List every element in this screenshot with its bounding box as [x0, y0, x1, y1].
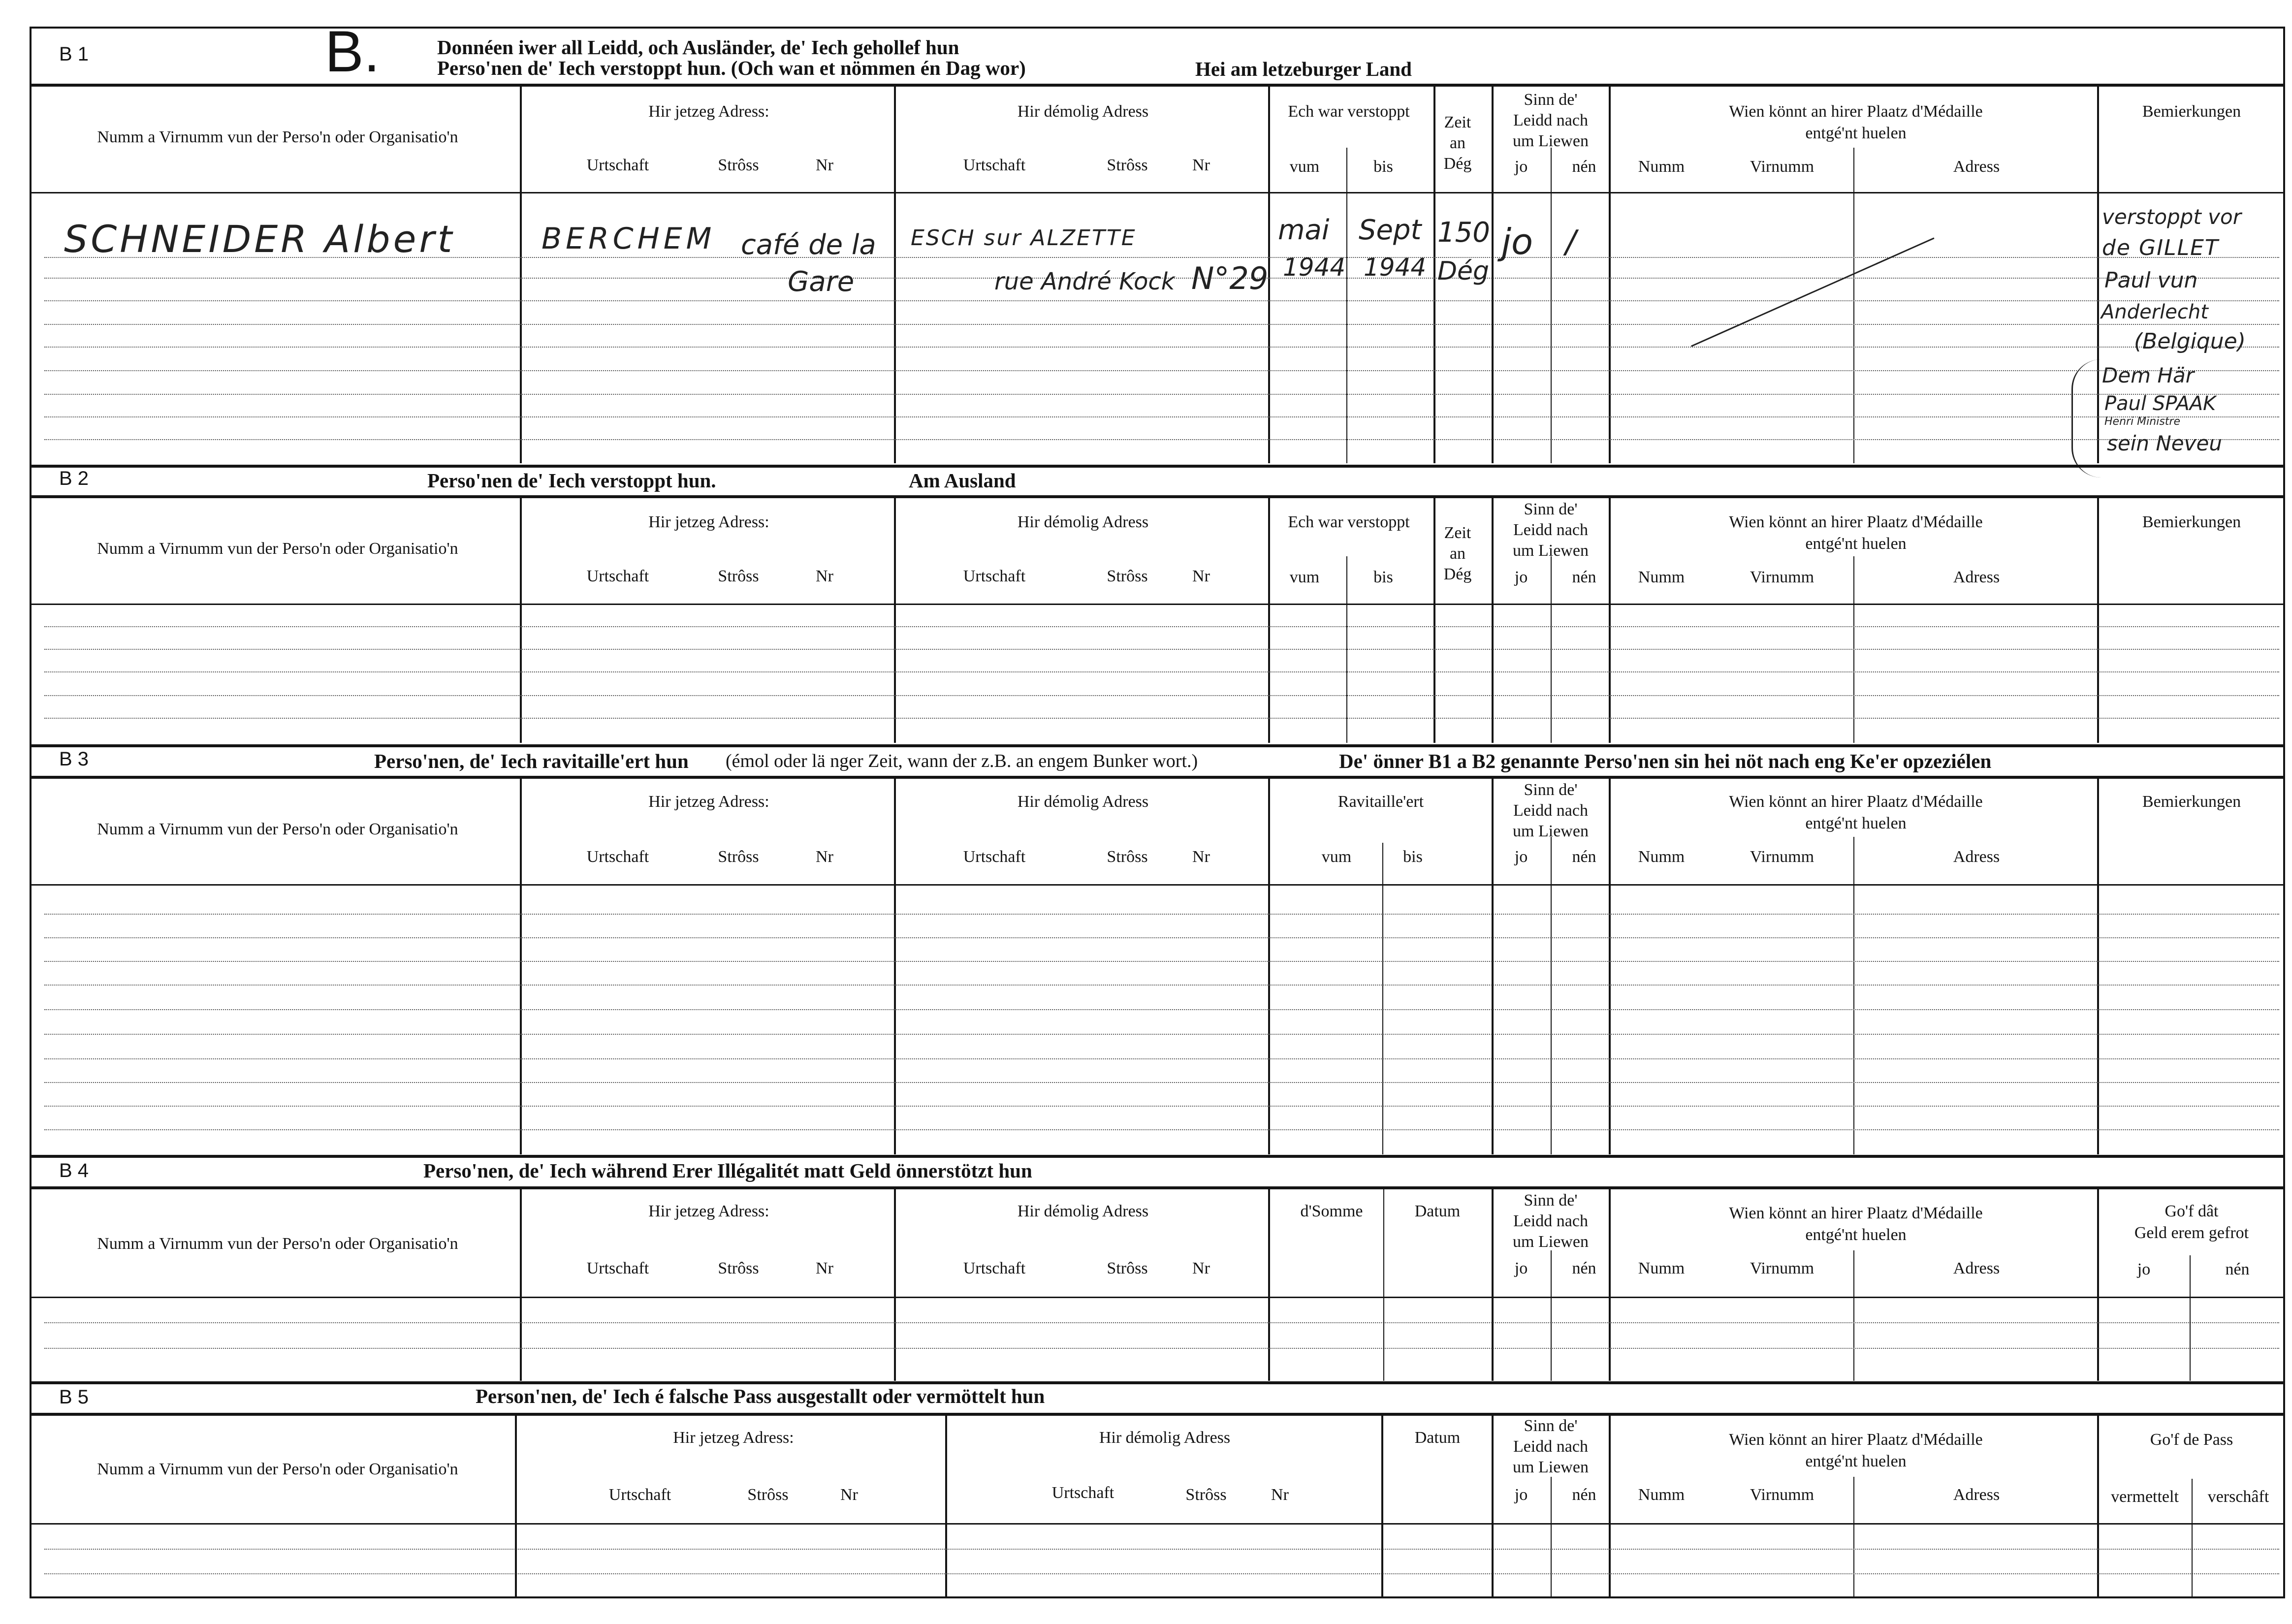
col-remarks-header: Bemierkungen: [2142, 793, 2241, 811]
col-locality-header: Urtschaft: [608, 1486, 671, 1504]
col-yes-header: jo: [1514, 1259, 1528, 1277]
section-title-b4: Perso'nen, de' Iech während Erer Illégalitét matt Geld önnerstötzt hun: [423, 1159, 1032, 1182]
rule: [1551, 1250, 1552, 1381]
col-from-header: vum: [1289, 568, 1320, 586]
col-locality-header: Urtschaft: [586, 156, 649, 174]
col-medal-header-1: Wien könnt an hirer Plaatz d'Médaille: [1729, 1204, 1983, 1222]
col-surname-header: Numm: [1638, 568, 1685, 586]
col-mediated-header: vermettelt: [2111, 1488, 2179, 1506]
col-no-header: nén: [1572, 848, 1596, 866]
col-former-address-header: Hir démolig Adress: [1017, 513, 1149, 531]
rule: [30, 744, 2285, 747]
col-current-address-header: Hir jetzeg Adress:: [648, 513, 769, 531]
rule: [30, 604, 2285, 605]
col-former-number-header: Nr: [1192, 156, 1210, 174]
col-medal-header-2: entgé'nt huelen: [1805, 1452, 1907, 1470]
rule: [2097, 497, 2099, 743]
rule: [1492, 777, 1494, 1154]
rule: [44, 1573, 2279, 1574]
col-medal-header-2: entgé'nt huelen: [1805, 814, 1907, 832]
rule: [520, 777, 522, 1154]
rule: [2097, 1188, 2099, 1381]
rule: [30, 1413, 2285, 1416]
col-remarks-header: Bemierkungen: [2142, 513, 2241, 531]
col-firstname-header: Virnumm: [1750, 848, 1814, 866]
entry-former-locality: ESCH sur ALZETTE: [911, 225, 1137, 251]
col-money-returned-header-1: Go'f dât: [2165, 1202, 2219, 1220]
col-died-header-3: um Liewen: [1513, 132, 1589, 150]
col-died-header-3: um Liewen: [1513, 822, 1589, 840]
col-name-header: Numm a Virnumm vun der Perso'n oder Organisatio'n: [97, 820, 458, 838]
col-time-header-3: Dég: [1443, 565, 1472, 583]
col-died-header-2: Leidd nach: [1513, 1212, 1588, 1230]
col-died-header-2: Leidd nach: [1513, 801, 1588, 820]
col-until-header: bis: [1373, 568, 1393, 586]
col-money-no-header: nén: [2225, 1260, 2250, 1278]
entry-days: 150: [1437, 217, 1490, 249]
col-firstname-header: Virnumm: [1750, 1259, 1814, 1277]
col-died-header-2: Leidd nach: [1513, 111, 1588, 129]
entry-current-locality: BERCHEM: [541, 222, 716, 256]
col-locality-header: Urtschaft: [586, 1259, 649, 1277]
col-former-locality-header: Urtschaft: [963, 1259, 1026, 1277]
col-street-header: Strôss: [718, 848, 759, 866]
entry-remark-5: (Belgique): [2134, 329, 2246, 354]
rule: [2097, 777, 2099, 1154]
rule: [1551, 148, 1552, 463]
rule: [44, 718, 2279, 719]
col-died-header-3: um Liewen: [1513, 1458, 1589, 1476]
col-from-header: vum: [1321, 848, 1352, 866]
col-number-header: Nr: [816, 567, 833, 585]
section-letter-b: B.: [325, 19, 380, 84]
rule: [1492, 497, 1494, 743]
col-surname-header: Numm: [1638, 848, 1685, 866]
rule: [30, 1186, 2285, 1189]
rule: [945, 1414, 947, 1596]
entry-days-unit: Dég: [1437, 256, 1490, 286]
col-died-header-2: Leidd nach: [1513, 521, 1588, 539]
col-surname-header: Numm: [1638, 1259, 1685, 1277]
entry-alive-no: /: [1565, 224, 1576, 260]
section-title-b1-line2: Perso'nen de' Iech verstoppt hun. (Och wan et nömmen én Dag wor): [437, 57, 1026, 79]
col-time-header-3: Dég: [1443, 155, 1472, 173]
rule: [1492, 1188, 1494, 1381]
rule: [1492, 85, 1494, 463]
rule: [44, 1034, 2279, 1035]
col-date-header: Datum: [1414, 1429, 1461, 1447]
rule: [30, 776, 2285, 779]
col-from-header: vum: [1289, 158, 1320, 176]
col-former-number-header: Nr: [1271, 1486, 1289, 1504]
section-title-b3-note-b: De' önner B1 a B2 genannte Perso'nen sin hei nöt nach eng Ke'er opzeziélen: [1339, 750, 1992, 772]
col-name-header: Numm a Virnumm vun der Perso'n oder Organisatio'n: [97, 1235, 458, 1253]
entry-remark-6: Dem Här: [2102, 363, 2195, 387]
rule: [520, 85, 522, 463]
col-former-address-header: Hir démolig Adress: [1017, 793, 1149, 811]
col-former-street-header: Strôss: [1107, 1259, 1148, 1277]
col-former-address-header: Hir démolig Adress: [1017, 102, 1149, 121]
rule: [1383, 1188, 1384, 1381]
section-label-b5: B 5: [59, 1386, 89, 1408]
rule: [894, 497, 896, 743]
rule: [30, 192, 2285, 193]
col-medal-header-2: entgé'nt huelen: [1805, 1226, 1907, 1244]
col-date-header: Datum: [1414, 1202, 1461, 1220]
entry-remark-3: Paul vun: [2104, 268, 2198, 293]
col-firstname-header: Virnumm: [1750, 158, 1814, 176]
rule: [1268, 85, 1270, 463]
col-died-header-1: Sinn de': [1524, 500, 1578, 518]
rule: [30, 495, 2285, 498]
rule: [44, 671, 2279, 672]
entry-remark-1: verstoppt vor: [2102, 205, 2241, 229]
rule: [44, 1348, 2279, 1349]
section-title-b5: Person'nen, de' Iech é falsche Pass ausgestallt oder vermöttelt hun: [476, 1385, 1045, 1407]
col-address-header: Adress: [1953, 568, 2000, 586]
col-street-header: Strôss: [718, 567, 759, 585]
rule: [1268, 777, 1270, 1154]
entry-from-month: mai: [1278, 214, 1330, 246]
rule: [1433, 497, 1435, 743]
section-title-b2-where: Am Ausland: [909, 469, 1016, 492]
col-hidden-header: Ech war verstoppt: [1288, 102, 1410, 121]
rule: [30, 1381, 2285, 1384]
rule: [1609, 777, 1611, 1154]
rule: [30, 1155, 2285, 1158]
rule: [520, 1188, 522, 1381]
entry-until-year: 1944: [1364, 253, 1427, 282]
rule: [1551, 837, 1552, 1154]
col-no-header: nén: [1572, 1259, 1596, 1277]
rule: [44, 1082, 2279, 1083]
col-former-address-header: Hir démolig Adress: [1099, 1429, 1231, 1447]
rule: [44, 1106, 2279, 1107]
rule: [1381, 1414, 1383, 1596]
rule: [1609, 1414, 1611, 1596]
col-died-header-2: Leidd nach: [1513, 1437, 1588, 1456]
col-address-header: Adress: [1953, 158, 2000, 176]
col-yes-header: jo: [1514, 568, 1528, 586]
col-former-locality-header: Urtschaft: [1051, 1484, 1114, 1502]
col-locality-header: Urtschaft: [586, 848, 649, 866]
col-medal-header-2: entgé'nt huelen: [1805, 535, 1907, 553]
rule: [1268, 1188, 1270, 1381]
col-current-address-header: Hir jetzeg Adress:: [648, 793, 769, 811]
rule: [30, 1523, 2285, 1525]
col-died-header-3: um Liewen: [1513, 1233, 1589, 1251]
col-no-header: nén: [1572, 568, 1596, 586]
entry-remark-7: Paul SPAAK: [2104, 392, 2216, 415]
rule: [1492, 1414, 1494, 1596]
col-current-address-header: Hir jetzeg Adress:: [648, 1202, 769, 1220]
rule: [1609, 1188, 1611, 1381]
rule: [1609, 497, 1611, 743]
rule: [44, 1009, 2279, 1010]
col-died-header-3: um Liewen: [1513, 541, 1589, 560]
rule: [1382, 843, 1383, 1154]
col-former-street-header: Strôss: [1107, 156, 1148, 174]
entry-alive-yes: jo: [1501, 221, 1533, 262]
col-former-locality-header: Urtschaft: [963, 567, 1026, 585]
col-issued-header: verschâft: [2207, 1488, 2269, 1506]
col-number-header: Nr: [816, 848, 833, 866]
section-title-b2: Perso'nen de' Iech verstoppt hun.: [427, 469, 716, 492]
rule: [1551, 1477, 1552, 1596]
col-former-address-header: Hir démolig Adress: [1017, 1202, 1149, 1220]
entry-remark-8: Henri Ministre: [2104, 415, 2180, 428]
form-frame: [30, 27, 2285, 1598]
col-surname-header: Numm: [1638, 158, 1685, 176]
col-remarks-header: Bemierkungen: [2142, 102, 2241, 121]
rule: [30, 465, 2285, 468]
rule: [1853, 148, 1854, 463]
rule: [1853, 1477, 1854, 1596]
rule: [1433, 85, 1435, 463]
rule: [1853, 1250, 1854, 1381]
col-until-header: bis: [1403, 848, 1423, 866]
entry-current-street-1: café de la: [741, 229, 876, 261]
rule: [44, 394, 2279, 395]
col-pass-given-header: Go'f de Pass: [2150, 1431, 2233, 1449]
rule: [44, 439, 2279, 440]
rule: [44, 370, 2279, 371]
col-number-header: Nr: [816, 156, 833, 174]
rule: [30, 884, 2285, 886]
col-died-header-1: Sinn de': [1524, 781, 1578, 799]
section-title-b1-line1: Donnéen iwer all Leidd, och Ausländer, de' Iech gehollef hun: [437, 36, 959, 59]
col-medal-header-1: Wien könnt an hirer Plaatz d'Médaille: [1729, 102, 1983, 121]
col-number-header: Nr: [816, 1259, 833, 1277]
col-hidden-header: Ech war verstoppt: [1288, 513, 1410, 531]
entry-current-street-2: Gare: [788, 266, 855, 298]
entry-remark-2: de GILLET: [2102, 235, 2219, 260]
col-former-number-header: Nr: [1192, 848, 1210, 866]
entry-from-year: 1944: [1283, 253, 1346, 282]
col-current-address-header: Hir jetzeg Adress:: [648, 102, 769, 121]
rule: [44, 985, 2279, 986]
col-current-address-header: Hir jetzeg Adress:: [673, 1429, 794, 1447]
rule: [2097, 1414, 2099, 1596]
col-time-header-1: Zeit: [1444, 524, 1471, 542]
col-died-header-1: Sinn de': [1524, 1191, 1578, 1210]
rule: [44, 695, 2279, 696]
col-number-header: Nr: [840, 1486, 858, 1504]
rule: [44, 416, 2279, 417]
col-former-street-header: Strôss: [1185, 1486, 1227, 1504]
entry-former-number: N°29: [1191, 260, 1269, 296]
col-street-header: Strôss: [747, 1486, 789, 1504]
section-title-b3-note: (émol oder lä nger Zeit, wann der z.B. an engem Bunker wort.): [726, 751, 1198, 771]
col-time-header-1: Zeit: [1444, 113, 1471, 131]
col-street-header: Strôss: [718, 156, 759, 174]
section-label-b1: B 1: [59, 43, 89, 65]
col-yes-header: jo: [1514, 1486, 1528, 1504]
col-former-street-header: Strôss: [1107, 567, 1148, 585]
rule: [30, 1297, 2285, 1298]
rule: [44, 1549, 2279, 1550]
rule: [44, 300, 2279, 301]
section-label-b2: B 2: [59, 468, 89, 489]
section-label-b4: B 4: [59, 1160, 89, 1181]
section-title-b3: Perso'nen, de' Iech ravitaille'ert hun: [374, 750, 689, 772]
col-street-header: Strôss: [718, 1259, 759, 1277]
rule: [2190, 1255, 2191, 1381]
col-no-header: nén: [1572, 158, 1596, 176]
rule: [894, 777, 896, 1154]
col-firstname-header: Virnumm: [1750, 568, 1814, 586]
rule: [44, 937, 2279, 938]
col-locality-header: Urtschaft: [586, 567, 649, 585]
rule: [44, 324, 2279, 325]
entry-until-month: Sept: [1359, 214, 1422, 246]
col-address-header: Adress: [1953, 848, 2000, 866]
entry-name: SCHNEIDER Albert: [64, 217, 455, 261]
rule: [1853, 837, 1854, 1154]
col-former-number-header: Nr: [1192, 1259, 1210, 1277]
col-until-header: bis: [1373, 158, 1393, 176]
col-medal-header-2: entgé'nt huelen: [1805, 124, 1907, 142]
col-firstname-header: Virnumm: [1750, 1486, 1814, 1504]
col-former-street-header: Strôss: [1107, 848, 1148, 866]
col-time-header-2: an: [1449, 544, 1466, 563]
col-former-locality-header: Urtschaft: [963, 848, 1026, 866]
col-yes-header: jo: [1514, 848, 1528, 866]
col-died-header-1: Sinn de': [1524, 91, 1578, 109]
rule: [1268, 497, 1270, 743]
section-label-b3: B 3: [59, 748, 89, 770]
rule: [44, 961, 2279, 962]
col-former-locality-header: Urtschaft: [963, 156, 1026, 174]
col-money-yes-header: jo: [2137, 1260, 2151, 1278]
rule: [44, 626, 2279, 627]
rule: [2192, 1479, 2193, 1596]
col-surname-header: Numm: [1638, 1486, 1685, 1504]
remark-bracket: [2071, 359, 2117, 478]
col-time-header-2: an: [1449, 134, 1466, 152]
rule: [44, 1322, 2279, 1323]
col-name-header: Numm a Virnumm vun der Perso'n oder Organisatio'n: [97, 540, 458, 558]
col-former-number-header: Nr: [1192, 567, 1210, 585]
col-money-returned-header-2: Geld erem gefrot: [2134, 1224, 2249, 1242]
col-yes-header: jo: [1514, 158, 1528, 176]
col-no-header: nén: [1572, 1486, 1596, 1504]
rule: [44, 649, 2279, 650]
col-died-header-1: Sinn de': [1524, 1417, 1578, 1435]
col-name-header: Numm a Virnumm vun der Perso'n oder Organisatio'n: [97, 1460, 458, 1478]
entry-remark-9: sein Neveu: [2107, 431, 2222, 455]
rule: [1346, 148, 1347, 463]
rule: [44, 347, 2279, 348]
rule: [44, 1058, 2279, 1059]
col-medal-header-1: Wien könnt an hirer Plaatz d'Médaille: [1729, 513, 1983, 531]
col-medal-header-1: Wien könnt an hirer Plaatz d'Médaille: [1729, 1431, 1983, 1449]
rule: [44, 914, 2279, 915]
col-address-header: Adress: [1953, 1486, 2000, 1504]
col-address-header: Adress: [1953, 1259, 2000, 1277]
section-title-b1-where: Hei am letzeburger Land: [1195, 58, 1412, 80]
entry-former-street: rue André Kock: [994, 268, 1175, 295]
rule: [44, 1129, 2279, 1130]
rule: [515, 1414, 517, 1596]
col-amount-header: d'Somme: [1300, 1202, 1363, 1220]
col-supplied-header: Ravitaille'ert: [1337, 793, 1424, 811]
rule: [894, 1188, 896, 1381]
entry-remark-4: Anderlecht: [2101, 301, 2208, 323]
col-name-header: Numm a Virnumm vun der Perso'n oder Organisatio'n: [97, 128, 458, 146]
col-medal-header-1: Wien könnt an hirer Plaatz d'Médaille: [1729, 793, 1983, 811]
rule: [30, 84, 2285, 87]
rule: [894, 85, 896, 463]
rule: [520, 497, 522, 743]
